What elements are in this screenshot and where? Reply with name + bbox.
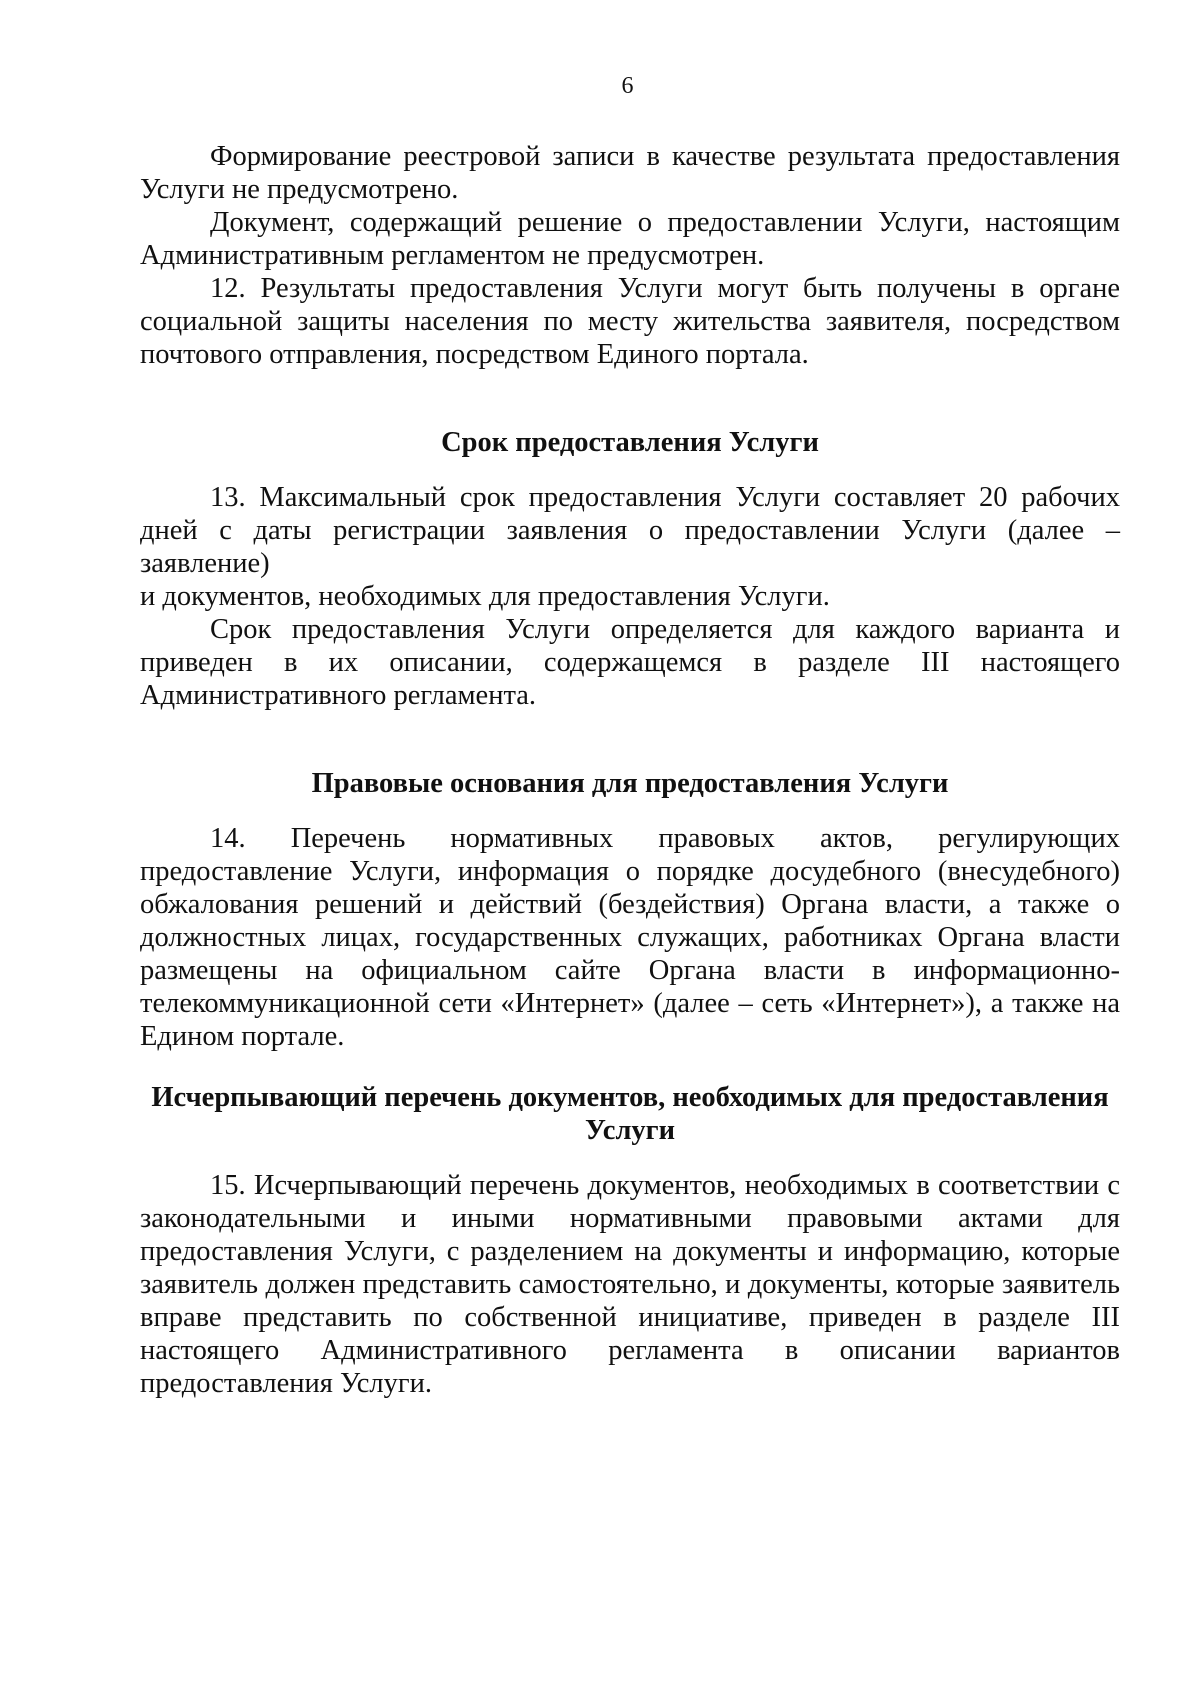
text-line: и документов, необходимых для предоставления Услуги. xyxy=(140,581,830,612)
text-line: Услуги не предусмотрено. xyxy=(140,174,459,205)
text-line: размещены на официальном сайте Органа власти в информационно- xyxy=(140,955,1120,986)
text-line: социальной защиты населения по месту жительства заявителя, посредством xyxy=(140,306,1120,337)
text-line: Едином портале. xyxy=(140,1021,345,1052)
text-line: предоставление Услуги, информация о порядке досудебного (внесудебного) xyxy=(140,856,1120,887)
text-line: Формирование реестровой записи в качестве результата предоставления xyxy=(210,141,1120,172)
text-line: 13. Максимальный срок предоставления Услуги составляет 20 рабочих xyxy=(210,482,1120,513)
paragraph xyxy=(140,140,1120,206)
paragraph xyxy=(140,272,1120,371)
paragraph xyxy=(140,206,1120,272)
paragraph xyxy=(140,1169,1120,1400)
text-line: почтового отправления, посредством Единого портала. xyxy=(140,339,809,370)
text-line: заявитель должен представить самостоятельно, и документы, которые заявитель xyxy=(140,1269,1120,1300)
text-line: 12. Результаты предоставления Услуги могут быть получены в органе xyxy=(210,273,1120,304)
text-line: Административным регламентом не предусмотрен. xyxy=(140,240,765,271)
text-line: 15. Исчерпывающий перечень документов, необходимых в соответствии с xyxy=(210,1170,1120,1201)
text-line: Документ, содержащий решение о предоставлении Услуги, настоящим xyxy=(210,207,1120,238)
text-line: должностных лицах, государственных служащих, работниках Органа власти xyxy=(140,922,1120,953)
text-line: дней с даты регистрации заявления о предоставлении Услуги (далее – заявление) xyxy=(140,515,1120,579)
text-line: Административного регламента. xyxy=(140,680,537,711)
text-line: телекоммуникационной сети «Интернет» (далее – сеть «Интернет»), а также на xyxy=(140,988,1120,1019)
text-line: обжалования решений и действий (бездействия) Органа власти, а также о xyxy=(140,889,1120,920)
text-line: 14. Перечень нормативных правовых актов, регулирующих xyxy=(210,823,1120,854)
paragraph xyxy=(140,613,1120,712)
section-heading: Правовые основания для предоставления Услуги xyxy=(311,768,949,799)
text-line: вправе представить по собственной инициативе, приведен в разделе III xyxy=(140,1302,1120,1333)
text-line: приведен в их описании, содержащемся в разделе III настоящего xyxy=(140,647,1120,678)
section-heading: Срок предоставления Услуги xyxy=(441,427,819,458)
paragraph xyxy=(140,481,1120,613)
paragraph xyxy=(140,822,1120,1053)
text-line: законодательными и иными нормативными правовыми актами для xyxy=(140,1203,1120,1234)
text-line: Срок предоставления Услуги определяется для каждого варианта и xyxy=(210,614,1120,645)
text-line: предоставления Услуги, с разделением на документы и информацию, которые xyxy=(140,1236,1120,1267)
text-line: настоящего Административного регламента в описании вариантов xyxy=(140,1335,1120,1366)
text-line: предоставления Услуги. xyxy=(140,1368,432,1399)
page-number: 6 xyxy=(621,73,634,99)
section-heading xyxy=(140,1081,1120,1147)
heading-line: Исчерпывающий перечень документов, необходимых для предоставления xyxy=(151,1082,1109,1113)
heading-line: Услуги xyxy=(584,1115,676,1146)
document-body xyxy=(140,140,1120,1400)
